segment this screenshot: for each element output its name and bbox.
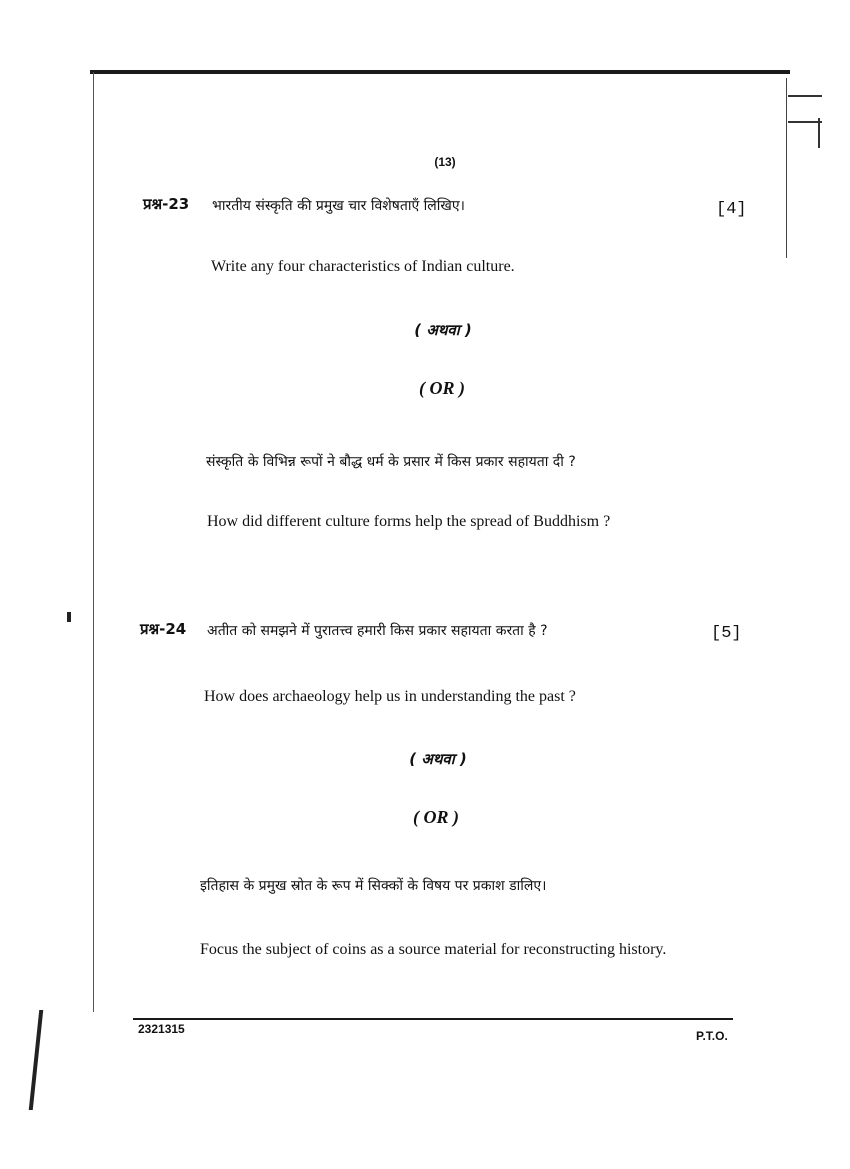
question-23-or-hindi: ( अथवा ) <box>414 321 472 339</box>
top-scan-border <box>90 70 790 74</box>
question-23-or-english: ( OR ) <box>419 378 465 398</box>
question-24-or-hindi: ( अथवा ) <box>409 750 467 768</box>
question-23-hindi: भारतीय संस्कृति की प्रमुख चार विशेषताएँ लिखिए। <box>212 198 465 214</box>
paper-code: 2321315 <box>138 1022 185 1036</box>
question-23-alt-hindi: संस्कृति के विभिन्न रूपों ने बौद्ध धर्म के प्रसार में किस प्रकार सहायता दी ? <box>206 454 576 470</box>
question-24-english: How does archaeology help us in understanding the past ? <box>204 688 576 705</box>
footer-rule <box>133 1018 733 1020</box>
corner-fold-mark <box>788 95 822 123</box>
pto-label: P.T.O. <box>696 1029 728 1043</box>
question-24-marks: [5] <box>711 624 742 643</box>
question-24-alt-english: Focus the subject of coins as a source material for reconstructing history. <box>200 941 667 958</box>
question-23-alt-english: How did different culture forms help the spread of Buddhism ? <box>207 513 611 530</box>
question-24-or-english: ( OR ) <box>413 807 459 827</box>
left-scan-edge <box>93 72 94 1012</box>
question-24-alt-hindi: इतिहास के प्रमुख स्रोत के रूप में सिक्कों के विषय पर प्रकाश डालिए। <box>200 878 547 894</box>
left-scan-dash <box>67 612 71 622</box>
left-binding-mark <box>29 1010 44 1110</box>
page-number: (13) <box>434 155 456 169</box>
question-24-hindi: अतीत को समझने में पुरातत्त्व हमारी किस प्रकार सहायता करता है ? <box>207 623 548 639</box>
question-23-english: Write any four characteristics of Indian culture. <box>211 258 515 275</box>
question-23-marks: [4] <box>716 200 747 219</box>
question-23-label: प्रश्न-23 <box>143 195 190 213</box>
question-24-label: प्रश्न-24 <box>140 620 187 638</box>
